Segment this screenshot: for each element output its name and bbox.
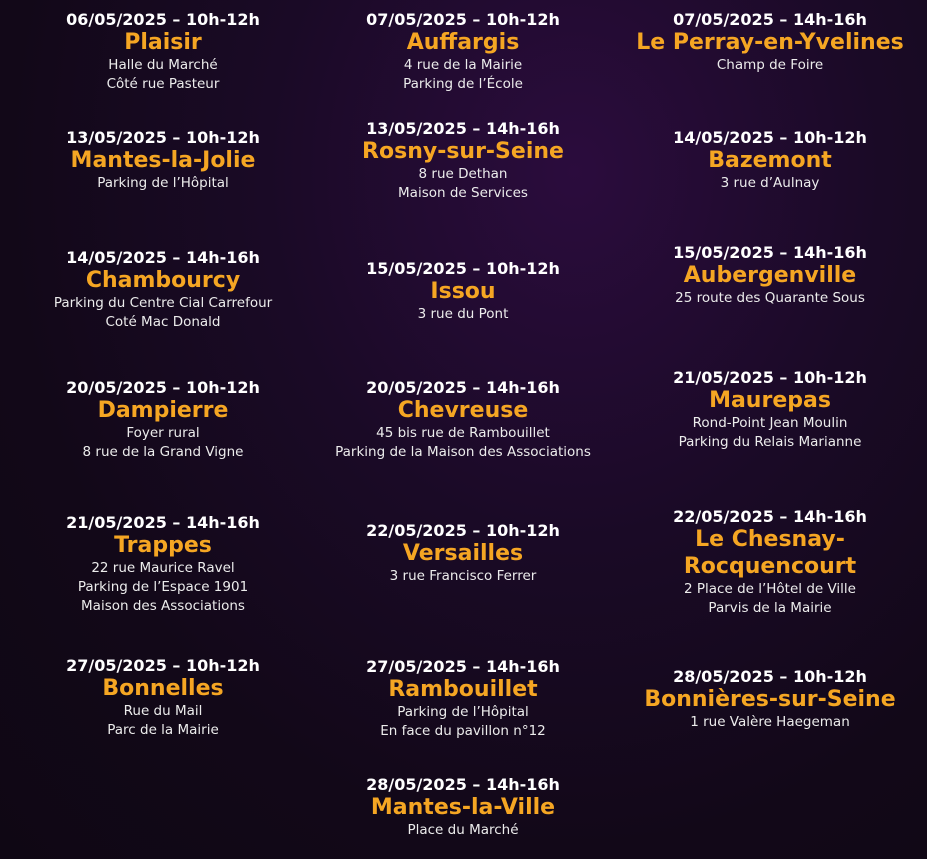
event-address bbox=[66, 424, 260, 462]
event-date: 21/05/2025 – 14h-16h bbox=[66, 513, 260, 532]
address-line: 22 rue Maurice Ravel bbox=[91, 560, 235, 576]
event-block bbox=[366, 10, 560, 94]
event-date: 13/05/2025 – 10h-12h bbox=[66, 128, 260, 147]
event-address bbox=[366, 56, 560, 94]
event-city: Rocquencourt bbox=[683, 554, 857, 579]
event-city: Mantes-la-Jolie bbox=[70, 148, 256, 173]
address-line: Maison de Services bbox=[398, 185, 528, 201]
event-city: Bonnières-sur-Seine bbox=[644, 687, 896, 712]
event-city: Versailles bbox=[402, 541, 524, 566]
event-city: Auffargis bbox=[406, 30, 520, 55]
event-address bbox=[673, 174, 867, 193]
event-date: 28/05/2025 – 14h-16h bbox=[366, 775, 560, 794]
event-block bbox=[362, 119, 564, 203]
event-date: 20/05/2025 – 10h-12h bbox=[66, 378, 260, 397]
address-line: Côté rue Pasteur bbox=[106, 76, 220, 92]
event-address bbox=[66, 559, 260, 616]
address-line: Parking de la Maison des Associations bbox=[335, 444, 591, 460]
event-block bbox=[673, 243, 867, 308]
event-address bbox=[54, 294, 272, 332]
address-line: 45 bis rue de Rambouillet bbox=[376, 425, 550, 441]
event-date: 21/05/2025 – 10h-12h bbox=[673, 368, 867, 387]
address-line: En face du pavillon n°12 bbox=[380, 723, 546, 739]
address-line: Champ de Foire bbox=[716, 57, 824, 73]
event-block bbox=[366, 657, 560, 741]
event-date: 14/05/2025 – 14h-16h bbox=[66, 248, 260, 267]
event-date: 07/05/2025 – 14h-16h bbox=[673, 10, 867, 29]
event-address bbox=[673, 289, 867, 308]
event-city: Chambourcy bbox=[85, 268, 241, 293]
event-city: Maurepas bbox=[709, 388, 831, 413]
address-line: Halle du Marché bbox=[108, 57, 218, 73]
event-block bbox=[66, 10, 260, 94]
event-address bbox=[66, 174, 260, 193]
event-date: 28/05/2025 – 10h-12h bbox=[673, 667, 867, 686]
event-address bbox=[362, 165, 564, 203]
event-address bbox=[673, 580, 867, 618]
event-block bbox=[66, 656, 260, 740]
address-line: 8 rue Dethan bbox=[418, 166, 508, 182]
event-city: Chevreuse bbox=[397, 398, 529, 423]
address-line: Parking du Centre Cial Carrefour bbox=[53, 295, 273, 311]
event-city: Trappes bbox=[114, 533, 212, 558]
event-city: Plaisir bbox=[124, 30, 202, 55]
address-line: Parking de l’Hôpital bbox=[397, 704, 529, 720]
event-address bbox=[366, 821, 560, 840]
event-block bbox=[54, 248, 272, 332]
event-block bbox=[673, 507, 867, 618]
event-city: Le Perray-en-Yvelines bbox=[636, 30, 904, 55]
event-city: Rambouillet bbox=[388, 677, 538, 702]
address-line: Foyer rural bbox=[126, 425, 200, 441]
event-city: Le Chesnay- bbox=[695, 527, 845, 552]
address-line: Maison des Associations bbox=[81, 598, 245, 614]
event-date: 07/05/2025 – 10h-12h bbox=[366, 10, 560, 29]
event-address bbox=[636, 56, 903, 75]
address-line: 3 rue du Pont bbox=[417, 306, 509, 322]
event-block bbox=[636, 10, 903, 75]
event-date: 27/05/2025 – 10h-12h bbox=[66, 656, 260, 675]
event-date: 13/05/2025 – 14h-16h bbox=[366, 119, 560, 138]
event-address bbox=[673, 414, 867, 452]
event-date: 22/05/2025 – 14h-16h bbox=[673, 507, 867, 526]
address-line: Place du Marché bbox=[407, 822, 519, 838]
event-date: 15/05/2025 – 10h-12h bbox=[366, 259, 560, 278]
event-block bbox=[66, 513, 260, 616]
address-line: 25 route des Quarante Sous bbox=[675, 290, 865, 306]
event-address bbox=[366, 567, 560, 586]
address-line: Rue du Mail bbox=[123, 703, 203, 719]
event-date: 22/05/2025 – 10h-12h bbox=[366, 521, 560, 540]
event-block bbox=[644, 667, 895, 732]
event-block bbox=[366, 521, 560, 586]
event-block bbox=[335, 378, 591, 462]
event-city: Mantes-la-Ville bbox=[370, 795, 556, 820]
event-block bbox=[366, 259, 560, 324]
event-date: 14/05/2025 – 10h-12h bbox=[673, 128, 867, 147]
event-city: Dampierre bbox=[97, 398, 229, 423]
event-city: Bonnelles bbox=[102, 676, 224, 701]
event-city: Rosny-sur-Seine bbox=[362, 139, 564, 164]
address-line: 4 rue de la Mairie bbox=[403, 57, 523, 73]
address-line: Parc de la Mairie bbox=[107, 722, 219, 738]
event-city: Issou bbox=[430, 279, 496, 304]
address-line: Coté Mac Donald bbox=[105, 314, 221, 330]
event-block bbox=[66, 128, 260, 193]
event-address bbox=[66, 56, 260, 94]
event-address bbox=[644, 713, 895, 732]
address-line: Parking de l’École bbox=[403, 76, 523, 92]
event-block bbox=[366, 775, 560, 840]
address-line: 8 rue de la Grand Vigne bbox=[82, 444, 244, 460]
address-line: 2 Place de l’Hôtel de Ville bbox=[684, 581, 856, 597]
event-address bbox=[366, 305, 560, 324]
event-block bbox=[673, 368, 867, 452]
event-city: Aubergenville bbox=[683, 263, 857, 288]
event-date: 15/05/2025 – 14h-16h bbox=[673, 243, 867, 262]
event-city: Bazemont bbox=[708, 148, 832, 173]
event-address bbox=[335, 424, 591, 462]
address-line: 1 rue Valère Haegeman bbox=[690, 714, 850, 730]
event-date: 20/05/2025 – 14h-16h bbox=[366, 378, 560, 397]
event-address bbox=[66, 702, 260, 740]
address-line: 3 rue Francisco Ferrer bbox=[389, 568, 537, 584]
address-line: Parking de l’Espace 1901 bbox=[77, 579, 249, 595]
event-block bbox=[66, 378, 260, 462]
event-date: 27/05/2025 – 14h-16h bbox=[366, 657, 560, 676]
event-address bbox=[366, 703, 560, 741]
event-date: 06/05/2025 – 10h-12h bbox=[66, 10, 260, 29]
event-block bbox=[673, 128, 867, 193]
address-line: Parking du Relais Marianne bbox=[678, 434, 862, 450]
address-line: Parvis de la Mairie bbox=[708, 600, 832, 616]
address-line: Parking de l’Hôpital bbox=[97, 175, 229, 191]
address-line: 3 rue d’Aulnay bbox=[720, 175, 820, 191]
address-line: Rond-Point Jean Moulin bbox=[692, 415, 848, 431]
